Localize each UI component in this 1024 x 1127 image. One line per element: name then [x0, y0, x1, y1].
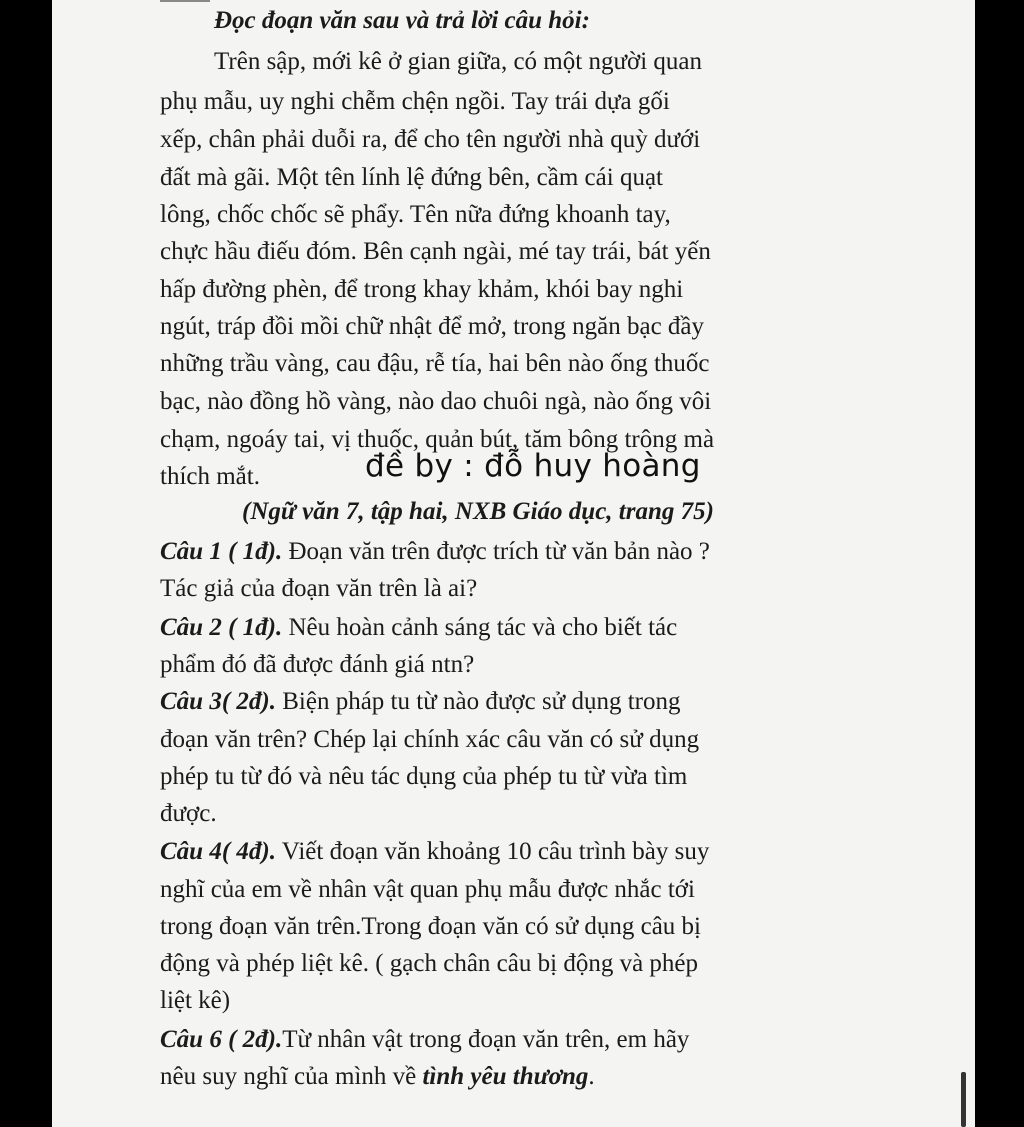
question-3-line: đoạn văn trên? Chép lại chính xác câu văn có sử dụng: [160, 726, 700, 753]
handwritten-note: đề by : đỗ huy hoàng: [365, 448, 701, 484]
question-4-line: nghĩ của em về nhân vật quan phụ mẫu được nhắc tới: [160, 876, 695, 903]
question-6-text: nêu suy nghĩ của mình về: [160, 1063, 423, 1090]
passage-line: hấp đường phèn, để trong khay khảm, khói bay nghi: [160, 276, 684, 303]
question-6-end: .: [588, 1063, 595, 1090]
passage-line: Trên sập, mới kê ở gian giữa, có một người quan: [214, 48, 703, 75]
question-6-line: [160, 1024, 689, 1056]
question-4-text: Viết đoạn văn khoảng 10 câu trình bày suy: [275, 838, 710, 865]
question-3-text: Biện pháp tu từ nào được sử dụng trong: [275, 688, 681, 715]
question-4-line: động và phép liệt kê. ( gạch chân câu bị động và phép: [160, 950, 699, 977]
passage-line: bạc, nào đồng hồ vàng, nào dao chuôi ngà, nào ống vôi: [160, 388, 712, 415]
passage-line: những trầu vàng, cau đậu, rễ tía, hai bên nào ống thuốc: [160, 350, 710, 377]
question-1-line: [160, 536, 710, 568]
question-3-line: phép tu từ đó và nêu tác dụng của phép tu từ vừa tìm: [160, 763, 688, 790]
document-page: [52, 0, 975, 1127]
question-4-line: liệt kê): [160, 987, 231, 1014]
question-2-line: phẩm đó đã được đánh giá ntn?: [160, 651, 475, 678]
question-6-line: [160, 1061, 595, 1093]
scrollbar-thumb[interactable]: [961, 1072, 966, 1127]
passage-line: đất mà gãi. Một tên lính lệ đứng bên, cầm cái quạt: [160, 164, 663, 191]
question-1-line: Tác giả của đoạn văn trên là ai?: [160, 575, 478, 602]
question-1-label: Câu 1 ( 1đ).: [160, 538, 283, 565]
question-6-label: Câu 6 ( 2đ).: [160, 1026, 283, 1053]
passage-line: lông, chốc chốc sẽ phẩy. Tên nữa đứng khoanh tay,: [160, 201, 671, 228]
question-3-line: được.: [160, 800, 217, 827]
question-4-line: [160, 836, 709, 868]
source-citation: (Ngữ văn 7, tập hai, NXB Giáo dục, trang 75): [242, 498, 714, 525]
question-2-text: Nêu hoàn cảnh sáng tác và cho biết tác: [282, 614, 678, 641]
passage-line: phụ mẫu, uy nghi chễm chện ngồi. Tay trái dựa gối: [160, 88, 670, 115]
question-6-emphasis: tình yêu thương: [422, 1063, 589, 1090]
passage-line: chực hầu điếu đóm. Bên cạnh ngài, mé tay trái, bát yến: [160, 238, 711, 265]
passage-line: chạm, ngoáy tai, vị thuốc, quản bút, tăm bông trông mà: [160, 426, 715, 453]
question-4-line: trong đoạn văn trên.Trong đoạn văn có sử dụng câu bị: [160, 913, 702, 940]
question-1-text: Đoạn văn trên được trích từ văn bản nào ?: [282, 538, 710, 565]
top-edge-mark: [160, 0, 210, 2]
question-2-line: [160, 612, 677, 644]
question-3-line: [160, 686, 681, 718]
question-2-label: Câu 2 ( 1đ).: [160, 614, 283, 641]
question-6-text: Từ nhân vật trong đoạn văn trên, em hãy: [282, 1026, 690, 1053]
passage-heading: Đọc đoạn văn sau và trả lời câu hỏi:: [214, 7, 590, 34]
question-4-label: Câu 4( 4đ).: [160, 838, 276, 865]
passage-line: thích mắt.: [160, 463, 260, 490]
passage-line: ngút, tráp đồi mồi chữ nhật để mở, trong ngăn bạc đầy: [160, 313, 705, 340]
passage-line: xếp, chân phải duỗi ra, để cho tên người nhà quỳ dưới: [160, 126, 701, 153]
question-3-label: Câu 3( 2đ).: [160, 688, 276, 715]
